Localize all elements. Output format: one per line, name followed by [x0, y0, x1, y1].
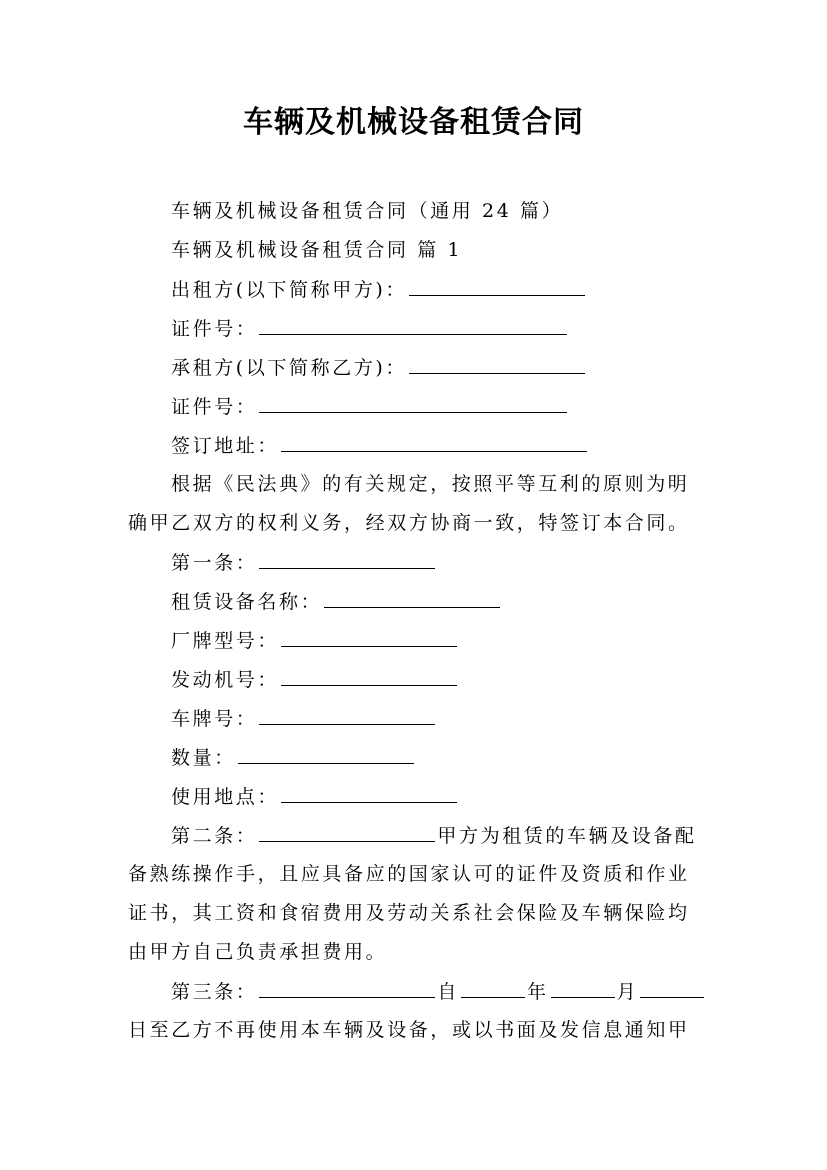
brand-model-line: [171, 627, 459, 654]
article3-from: 自: [437, 981, 460, 1003]
article2-line-3: 证书，其工资和食宿费用及劳动关系社会保险及车辆保险均: [128, 902, 690, 924]
location-blank: [281, 783, 457, 803]
lessor-label: 出租方(以下简称甲方)：: [171, 279, 408, 301]
article2-line-2: 备熟练操作手，且应具备应的国家认可的证件及资质和作业: [128, 863, 690, 885]
lessor-id-blank: [259, 315, 567, 335]
plate-no-label: 车牌号：: [171, 708, 258, 730]
article3-line-2: 日至乙方不再使用本车辆及设备，或以书面及发信息通知甲: [128, 1019, 690, 1041]
lessee-blank: [409, 354, 585, 374]
article3-day-blank: [640, 978, 704, 998]
lessee-id-label: 证件号：: [171, 396, 258, 418]
brand-model-label: 厂牌型号：: [171, 630, 280, 652]
lessee-label: 承租方(以下简称乙方)：: [171, 357, 408, 379]
article1-line: [171, 549, 437, 576]
quantity-label: 数量：: [171, 747, 236, 769]
equipment-name-line: [171, 588, 502, 615]
lessor-id-label: 证件号：: [171, 318, 258, 340]
article2-label: 第二条：: [171, 825, 258, 847]
engine-no-label: 发动机号：: [171, 669, 280, 691]
plate-no-blank: [259, 705, 435, 725]
lessor-line: [171, 276, 587, 303]
preamble-line-1: 根据《民法典》的有关规定，按照平等互利的原则为明: [171, 473, 690, 495]
equipment-name-blank: [324, 588, 500, 608]
article3-month-blank: [551, 978, 615, 998]
lessor-blank: [409, 276, 585, 296]
article3-line-1: [171, 978, 706, 1005]
quantity-blank: [238, 744, 414, 764]
engine-no-line: [171, 666, 459, 693]
plate-no-line: [171, 705, 437, 732]
preamble-line-2: 确甲乙双方的权利义务，经双方协商一致，特签订本合同。: [128, 512, 690, 534]
article1-blank: [259, 549, 435, 569]
article2-line1-tail: 甲方为租赁的车辆及设备配: [437, 825, 697, 847]
sign-address-line: [171, 432, 589, 459]
location-line: [171, 783, 459, 810]
article3-year: 年: [527, 981, 549, 1003]
document-subtitle: 车辆及机械设备租赁合同（通用 24 篇）: [171, 200, 564, 222]
brand-model-blank: [281, 627, 457, 647]
lessee-line: [171, 354, 587, 381]
article1-label: 第一条：: [171, 552, 258, 574]
article3-month: 月: [616, 981, 639, 1003]
lessor-id-line: [171, 315, 569, 342]
article2-line-1: [171, 822, 697, 849]
section-heading: 车辆及机械设备租赁合同 篇 1: [171, 239, 463, 261]
article3-year-blank: [461, 978, 525, 998]
article2-blank: [259, 822, 435, 842]
article3-label: 第三条：: [171, 981, 258, 1003]
location-label: 使用地点：: [171, 786, 280, 808]
sign-address-blank: [281, 432, 587, 452]
lessee-id-line: [171, 393, 569, 420]
article3-blank: [259, 978, 435, 998]
article2-line-4: 由甲方自己负责承担费用。: [128, 941, 388, 963]
engine-no-blank: [281, 666, 457, 686]
sign-address-label: 签订地址：: [171, 435, 280, 457]
document-title: 车辆及机械设备租赁合同: [243, 105, 584, 140]
equipment-name-label: 租赁设备名称：: [171, 591, 323, 613]
quantity-line: [171, 744, 416, 771]
lessee-id-blank: [259, 393, 567, 413]
